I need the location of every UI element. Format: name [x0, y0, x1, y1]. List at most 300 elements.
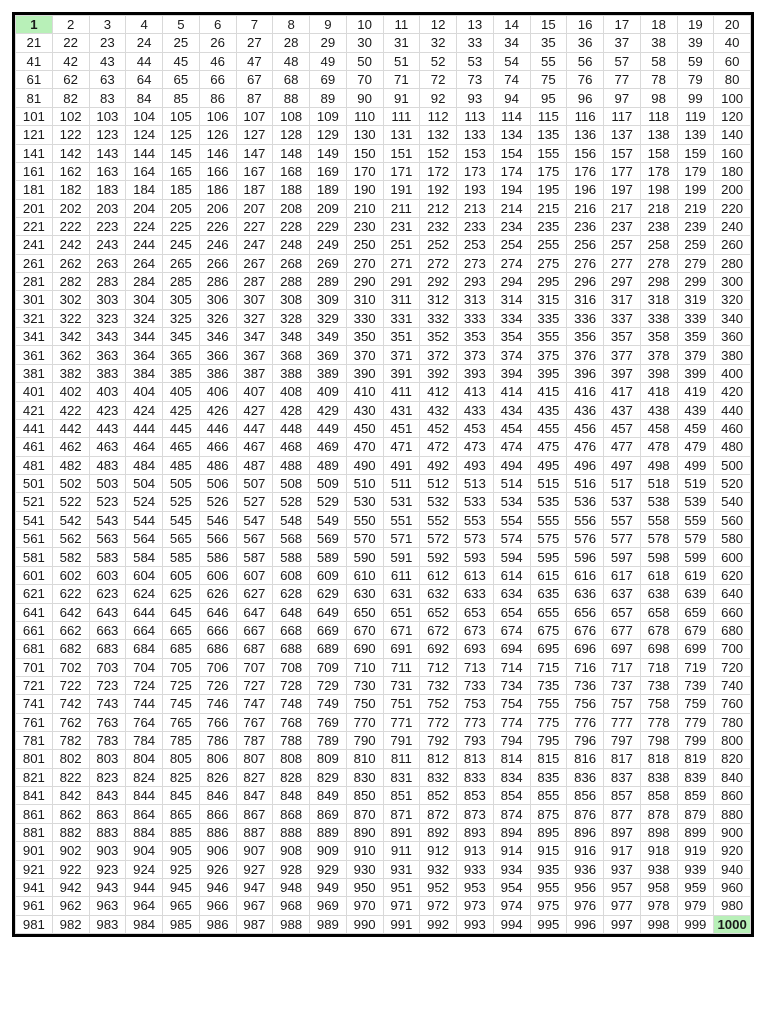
grid-cell: 537	[604, 493, 641, 511]
grid-cell: 538	[640, 493, 677, 511]
grid-cell: 281	[16, 273, 53, 291]
grid-cell: 747	[236, 695, 273, 713]
grid-cell: 321	[16, 309, 53, 327]
grid-cell: 764	[126, 713, 163, 731]
grid-cell: 476	[567, 438, 604, 456]
grid-row	[16, 897, 751, 915]
grid-cell: 312	[420, 291, 457, 309]
grid-cell: 165	[163, 162, 200, 180]
grid-cell: 30	[346, 34, 383, 52]
grid-row	[16, 548, 751, 566]
grid-cell: 59	[677, 52, 714, 70]
grid-cell: 425	[163, 401, 200, 419]
grid-cell: 334	[493, 309, 530, 327]
grid-cell: 697	[604, 640, 641, 658]
grid-cell: 637	[604, 585, 641, 603]
grid-cell: 681	[16, 640, 53, 658]
grid-cell: 21	[16, 34, 53, 52]
grid-cell: 608	[273, 566, 310, 584]
grid-cell: 453	[457, 419, 494, 437]
grid-cell: 57	[604, 52, 641, 70]
grid-cell: 825	[163, 768, 200, 786]
grid-cell: 786	[199, 732, 236, 750]
grid-cell: 771	[383, 713, 420, 731]
grid-cell: 356	[567, 328, 604, 346]
grid-cell: 521	[16, 493, 53, 511]
grid-cell: 949	[310, 878, 347, 896]
grid-cell: 193	[457, 181, 494, 199]
grid-cell-highlighted: 1000	[714, 915, 751, 933]
grid-row	[16, 585, 751, 603]
grid-cell: 501	[16, 474, 53, 492]
grid-cell: 895	[530, 823, 567, 841]
grid-cell: 911	[383, 842, 420, 860]
grid-cell: 328	[273, 309, 310, 327]
grid-cell: 629	[310, 585, 347, 603]
grid-cell: 652	[420, 603, 457, 621]
grid-cell: 41	[16, 52, 53, 70]
grid-cell: 996	[567, 915, 604, 933]
grid-cell: 583	[89, 548, 126, 566]
grid-row	[16, 71, 751, 89]
grid-cell: 857	[604, 787, 641, 805]
grid-cell: 80	[714, 71, 751, 89]
grid-cell: 246	[199, 236, 236, 254]
grid-cell: 678	[640, 621, 677, 639]
grid-cell: 113	[457, 107, 494, 125]
grid-cell: 740	[714, 676, 751, 694]
grid-cell: 889	[310, 823, 347, 841]
grid-cell: 340	[714, 309, 751, 327]
grid-cell: 565	[163, 530, 200, 548]
grid-cell: 582	[52, 548, 89, 566]
grid-cell: 887	[236, 823, 273, 841]
grid-cell: 687	[236, 640, 273, 658]
grid-cell: 754	[493, 695, 530, 713]
grid-cell: 916	[567, 842, 604, 860]
grid-cell: 358	[640, 328, 677, 346]
grid-cell: 94	[493, 89, 530, 107]
grid-row	[16, 236, 751, 254]
grid-cell: 853	[457, 787, 494, 805]
grid-cell: 240	[714, 217, 751, 235]
grid-cell: 159	[677, 144, 714, 162]
grid-cell: 664	[126, 621, 163, 639]
grid-cell: 818	[640, 750, 677, 768]
grid-cell: 329	[310, 309, 347, 327]
grid-cell: 702	[52, 658, 89, 676]
grid-cell: 161	[16, 162, 53, 180]
grid-cell: 294	[493, 273, 530, 291]
grid-cell: 545	[163, 511, 200, 529]
grid-cell: 140	[714, 126, 751, 144]
grid-cell: 474	[493, 438, 530, 456]
grid-cell: 314	[493, 291, 530, 309]
grid-cell: 489	[310, 456, 347, 474]
grid-cell: 438	[640, 401, 677, 419]
grid-cell: 569	[310, 530, 347, 548]
grid-cell: 620	[714, 566, 751, 584]
grid-cell: 471	[383, 438, 420, 456]
grid-cell: 554	[493, 511, 530, 529]
grid-cell: 366	[199, 346, 236, 364]
grid-cell: 428	[273, 401, 310, 419]
grid-cell: 647	[236, 603, 273, 621]
grid-cell: 343	[89, 328, 126, 346]
grid-cell: 965	[163, 897, 200, 915]
grid-cell: 622	[52, 585, 89, 603]
grid-cell: 85	[163, 89, 200, 107]
grid-cell: 460	[714, 419, 751, 437]
grid-cell: 43	[89, 52, 126, 70]
grid-cell: 257	[604, 236, 641, 254]
grid-cell: 400	[714, 364, 751, 382]
grid-cell: 177	[604, 162, 641, 180]
grid-cell: 69	[310, 71, 347, 89]
grid-cell: 350	[346, 328, 383, 346]
grid-cell: 354	[493, 328, 530, 346]
grid-cell: 851	[383, 787, 420, 805]
grid-cell: 644	[126, 603, 163, 621]
grid-cell: 640	[714, 585, 751, 603]
grid-cell: 144	[126, 144, 163, 162]
grid-cell: 375	[530, 346, 567, 364]
grid-cell: 116	[567, 107, 604, 125]
grid-cell: 797	[604, 732, 641, 750]
grid-cell: 12	[420, 16, 457, 34]
grid-cell: 171	[383, 162, 420, 180]
grid-cell: 512	[420, 474, 457, 492]
grid-cell: 403	[89, 383, 126, 401]
grid-cell: 432	[420, 401, 457, 419]
grid-cell: 219	[677, 199, 714, 217]
grid-cell: 169	[310, 162, 347, 180]
grid-cell: 239	[677, 217, 714, 235]
grid-cell: 549	[310, 511, 347, 529]
grid-cell: 112	[420, 107, 457, 125]
grid-cell: 134	[493, 126, 530, 144]
grid-cell: 635	[530, 585, 567, 603]
grid-cell: 860	[714, 787, 751, 805]
grid-cell: 448	[273, 419, 310, 437]
grid-cell: 956	[567, 878, 604, 896]
grid-cell: 692	[420, 640, 457, 658]
grid-cell: 176	[567, 162, 604, 180]
grid-cell: 179	[677, 162, 714, 180]
grid-cell: 636	[567, 585, 604, 603]
grid-cell: 885	[163, 823, 200, 841]
grid-cell: 20	[714, 16, 751, 34]
grid-cell: 162	[52, 162, 89, 180]
grid-cell: 942	[52, 878, 89, 896]
grid-cell: 679	[677, 621, 714, 639]
grid-cell: 863	[89, 805, 126, 823]
grid-cell: 197	[604, 181, 641, 199]
grid-cell: 844	[126, 787, 163, 805]
grid-cell: 621	[16, 585, 53, 603]
grid-cell: 404	[126, 383, 163, 401]
grid-cell: 584	[126, 548, 163, 566]
grid-cell: 37	[604, 34, 641, 52]
grid-cell: 249	[310, 236, 347, 254]
grid-cell: 232	[420, 217, 457, 235]
grid-cell: 164	[126, 162, 163, 180]
grid-cell: 99	[677, 89, 714, 107]
grid-cell: 67	[236, 71, 273, 89]
grid-cell: 646	[199, 603, 236, 621]
grid-cell: 980	[714, 897, 751, 915]
grid-cell: 626	[199, 585, 236, 603]
grid-cell: 819	[677, 750, 714, 768]
grid-cell: 610	[346, 566, 383, 584]
grid-cell: 5	[163, 16, 200, 34]
grid-cell: 625	[163, 585, 200, 603]
grid-cell: 604	[126, 566, 163, 584]
grid-cell: 705	[163, 658, 200, 676]
grid-cell: 430	[346, 401, 383, 419]
grid-cell: 82	[52, 89, 89, 107]
grid-cell: 793	[457, 732, 494, 750]
grid-cell: 28	[273, 34, 310, 52]
grid-cell: 960	[714, 878, 751, 896]
grid-cell: 668	[273, 621, 310, 639]
grid-cell: 467	[236, 438, 273, 456]
grid-cell: 732	[420, 676, 457, 694]
grid-cell: 300	[714, 273, 751, 291]
grid-cell: 699	[677, 640, 714, 658]
grid-cell: 685	[163, 640, 200, 658]
grid-cell: 750	[346, 695, 383, 713]
grid-cell: 556	[567, 511, 604, 529]
grid-cell: 461	[16, 438, 53, 456]
grid-cell: 147	[236, 144, 273, 162]
grid-cell: 244	[126, 236, 163, 254]
grid-cell: 318	[640, 291, 677, 309]
grid-cell: 694	[493, 640, 530, 658]
grid-cell: 496	[567, 456, 604, 474]
grid-cell: 523	[89, 493, 126, 511]
grid-cell: 899	[677, 823, 714, 841]
grid-cell: 871	[383, 805, 420, 823]
grid-cell: 812	[420, 750, 457, 768]
grid-cell: 688	[273, 640, 310, 658]
grid-cell: 374	[493, 346, 530, 364]
grid-cell: 124	[126, 126, 163, 144]
grid-cell: 283	[89, 273, 126, 291]
grid-cell: 322	[52, 309, 89, 327]
grid-cell: 83	[89, 89, 126, 107]
grid-cell: 833	[457, 768, 494, 786]
grid-cell: 395	[530, 364, 567, 382]
grid-cell: 339	[677, 309, 714, 327]
grid-cell: 896	[567, 823, 604, 841]
grid-cell: 195	[530, 181, 567, 199]
grid-cell: 684	[126, 640, 163, 658]
grid-cell: 708	[273, 658, 310, 676]
grid-cell: 338	[640, 309, 677, 327]
grid-cell: 642	[52, 603, 89, 621]
grid-cell: 245	[163, 236, 200, 254]
grid-cell: 387	[236, 364, 273, 382]
grid-cell: 84	[126, 89, 163, 107]
grid-cell: 201	[16, 199, 53, 217]
grid-cell: 433	[457, 401, 494, 419]
grid-cell: 614	[493, 566, 530, 584]
grid-cell: 452	[420, 419, 457, 437]
grid-cell: 62	[52, 71, 89, 89]
grid-cell: 172	[420, 162, 457, 180]
grid-cell: 989	[310, 915, 347, 933]
grid-cell: 726	[199, 676, 236, 694]
grid-cell: 131	[383, 126, 420, 144]
grid-cell: 602	[52, 566, 89, 584]
grid-cell: 763	[89, 713, 126, 731]
grid-cell: 15	[530, 16, 567, 34]
grid-cell: 734	[493, 676, 530, 694]
grid-cell: 624	[126, 585, 163, 603]
grid-cell: 568	[273, 530, 310, 548]
grid-cell: 265	[163, 254, 200, 272]
grid-cell: 940	[714, 860, 751, 878]
grid-cell: 76	[567, 71, 604, 89]
grid-cell: 783	[89, 732, 126, 750]
grid-cell: 313	[457, 291, 494, 309]
grid-cell: 798	[640, 732, 677, 750]
grid-cell: 894	[493, 823, 530, 841]
grid-cell: 900	[714, 823, 751, 841]
grid-cell: 422	[52, 401, 89, 419]
grid-cell: 98	[640, 89, 677, 107]
grid-row	[16, 732, 751, 750]
grid-cell: 520	[714, 474, 751, 492]
grid-cell: 573	[457, 530, 494, 548]
grid-cell: 958	[640, 878, 677, 896]
grid-cell: 11	[383, 16, 420, 34]
grid-cell: 189	[310, 181, 347, 199]
grid-cell: 548	[273, 511, 310, 529]
grid-cell: 399	[677, 364, 714, 382]
grid-cell: 535	[530, 493, 567, 511]
grid-cell: 196	[567, 181, 604, 199]
grid-cell: 638	[640, 585, 677, 603]
grid-cell: 759	[677, 695, 714, 713]
grid-cell: 468	[273, 438, 310, 456]
grid-cell: 341	[16, 328, 53, 346]
grid-cell: 208	[273, 199, 310, 217]
grid-cell: 410	[346, 383, 383, 401]
grid-cell: 298	[640, 273, 677, 291]
grid-cell: 551	[383, 511, 420, 529]
grid-cell: 498	[640, 456, 677, 474]
grid-cell: 742	[52, 695, 89, 713]
grid-cell: 495	[530, 456, 567, 474]
grid-cell: 943	[89, 878, 126, 896]
grid-cell: 948	[273, 878, 310, 896]
grid-cell: 975	[530, 897, 567, 915]
grid-cell: 837	[604, 768, 641, 786]
grid-cell: 462	[52, 438, 89, 456]
grid-cell: 376	[567, 346, 604, 364]
grid-cell: 101	[16, 107, 53, 125]
grid-cell: 68	[273, 71, 310, 89]
grid-cell: 541	[16, 511, 53, 529]
grid-cell: 715	[530, 658, 567, 676]
grid-cell: 824	[126, 768, 163, 786]
grid-cell: 755	[530, 695, 567, 713]
grid-cell: 508	[273, 474, 310, 492]
grid-cell: 959	[677, 878, 714, 896]
grid-cell: 976	[567, 897, 604, 915]
grid-cell: 660	[714, 603, 751, 621]
grid-cell: 518	[640, 474, 677, 492]
grid-cell: 952	[420, 878, 457, 896]
grid-row	[16, 621, 751, 639]
grid-cell: 617	[604, 566, 641, 584]
grid-cell: 588	[273, 548, 310, 566]
grid-cell: 517	[604, 474, 641, 492]
grid-cell: 546	[199, 511, 236, 529]
grid-cell: 659	[677, 603, 714, 621]
grid-cell: 888	[273, 823, 310, 841]
grid-cell: 497	[604, 456, 641, 474]
grid-cell: 567	[236, 530, 273, 548]
grid-cell: 106	[199, 107, 236, 125]
grid-cell: 821	[16, 768, 53, 786]
grid-cell: 342	[52, 328, 89, 346]
grid-cell: 846	[199, 787, 236, 805]
grid-cell: 248	[273, 236, 310, 254]
grid-cell: 676	[567, 621, 604, 639]
grid-cell: 180	[714, 162, 751, 180]
grid-cell: 893	[457, 823, 494, 841]
grid-row	[16, 383, 751, 401]
grid-cell: 543	[89, 511, 126, 529]
grid-cell: 530	[346, 493, 383, 511]
grid-cell: 953	[457, 878, 494, 896]
grid-cell: 963	[89, 897, 126, 915]
grid-cell: 251	[383, 236, 420, 254]
grid-cell: 700	[714, 640, 751, 658]
grid-cell: 115	[530, 107, 567, 125]
grid-cell: 286	[199, 273, 236, 291]
grid-cell: 405	[163, 383, 200, 401]
grid-cell: 891	[383, 823, 420, 841]
grid-cell: 493	[457, 456, 494, 474]
grid-cell: 279	[677, 254, 714, 272]
grid-cell: 802	[52, 750, 89, 768]
grid-cell: 75	[530, 71, 567, 89]
grid-cell: 674	[493, 621, 530, 639]
grid-cell: 473	[457, 438, 494, 456]
grid-cell: 982	[52, 915, 89, 933]
grid-row	[16, 511, 751, 529]
grid-cell: 915	[530, 842, 567, 860]
grid-cell: 526	[199, 493, 236, 511]
grid-cell: 146	[199, 144, 236, 162]
grid-cell: 777	[604, 713, 641, 731]
grid-cell: 892	[420, 823, 457, 841]
grid-cell: 593	[457, 548, 494, 566]
grid-cell: 701	[16, 658, 53, 676]
grid-cell: 716	[567, 658, 604, 676]
grid-cell: 48	[273, 52, 310, 70]
grid-cell: 931	[383, 860, 420, 878]
grid-cell: 347	[236, 328, 273, 346]
grid-cell: 96	[567, 89, 604, 107]
grid-cell: 766	[199, 713, 236, 731]
grid-cell: 182	[52, 181, 89, 199]
grid-cell: 576	[567, 530, 604, 548]
